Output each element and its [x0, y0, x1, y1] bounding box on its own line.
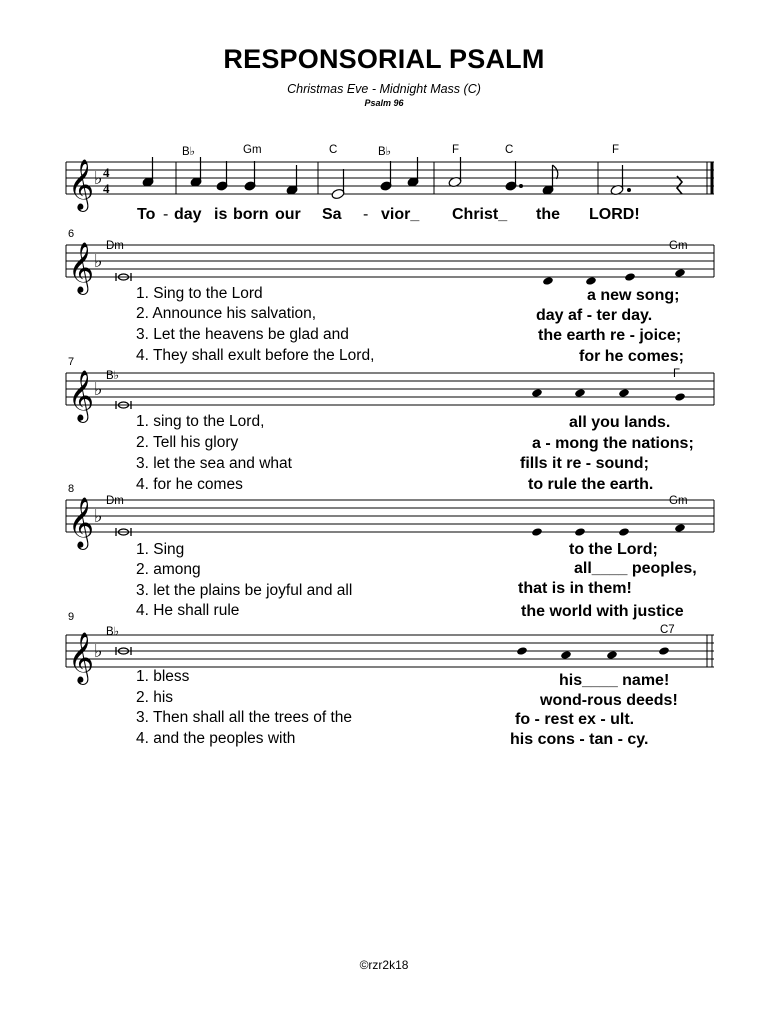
page-title: RESPONSORIAL PSALM: [223, 44, 545, 74]
refrain-syllable: To: [137, 206, 156, 223]
flat-icon: ♭: [94, 506, 103, 527]
verse-ending: fo - rest ex - ult.: [515, 711, 635, 728]
verse-chord: C7: [660, 624, 675, 636]
refrain-syllable: Christ_: [452, 206, 508, 223]
refrain-syllable: born: [233, 206, 269, 223]
verse-line: 3. Let the heavens be glad and: [136, 326, 349, 343]
verse-ending: to the Lord;: [569, 541, 658, 558]
verse-ending: the earth re - joice;: [538, 327, 682, 344]
verse-line: 1. sing to the Lord,: [136, 413, 265, 430]
verse-ending: all you lands.: [569, 414, 671, 431]
measure-number: 6: [68, 228, 75, 240]
verse-ending: fills it re - sound;: [520, 455, 649, 472]
verse-line: 2. his: [136, 689, 174, 706]
refrain-syllable: -: [163, 206, 169, 223]
verse-chord: Gm: [669, 495, 688, 507]
refrain-syllable: vior_: [381, 206, 420, 223]
verse-line: 3. Then shall all the trees of the: [136, 709, 352, 726]
subtitle: Christmas Eve - Midnight Mass (C): [287, 82, 481, 96]
flat-icon: ♭: [94, 641, 103, 662]
refrain-chord: Gm: [243, 144, 262, 156]
verse-chord: Dm: [106, 240, 124, 252]
verse-line: 1. bless: [136, 668, 190, 685]
refrain-syllable: LORD!: [589, 206, 640, 223]
verse-ending: a - mong the nations;: [532, 435, 694, 452]
verse-line: 1. Sing: [136, 541, 185, 558]
verse-line: 4. He shall rule: [136, 602, 240, 619]
refrain-chord: F: [452, 144, 460, 156]
verse-ending: all____ peoples,: [574, 560, 697, 577]
treble-clef-icon: 𝄞: [68, 159, 95, 210]
verse-chord: F: [673, 368, 681, 380]
verse-ending: for he comes;: [579, 348, 684, 365]
verse-ending: a new song;: [587, 287, 680, 304]
refrain-chord: C: [505, 144, 514, 156]
flat-icon: ♭: [94, 168, 103, 189]
refrain-chord: C: [329, 144, 338, 156]
refrain-syllable: -: [363, 206, 369, 223]
verse-ending: that is in them!: [518, 580, 632, 597]
verse-ending: day af - ter day.: [536, 307, 653, 324]
treble-clef-icon: 𝄞: [68, 370, 95, 421]
psalm-reference: Psalm 96: [364, 98, 404, 108]
verse-chord: B♭: [106, 626, 120, 638]
flat-icon: ♭: [94, 379, 103, 400]
refrain-syllable: day: [174, 206, 202, 223]
refrain-syllable: is: [214, 206, 228, 223]
verse-line: 2. Announce his salvation,: [136, 305, 317, 322]
verse-line: 1. Sing to the Lord: [136, 285, 263, 302]
measure-number: 7: [68, 356, 75, 368]
treble-clef-icon: 𝄞: [68, 497, 95, 548]
flat-icon: ♭: [94, 251, 103, 272]
svg-text:4: 4: [103, 165, 110, 180]
breve-notes: [116, 273, 131, 655]
verse-ending: wond-rous deeds!: [540, 692, 678, 709]
refrain-chord: B♭: [378, 146, 392, 158]
verse-ending: his____ name!: [559, 672, 670, 689]
measure-number: 9: [68, 611, 75, 623]
verse-line: 3. let the plains be joyful and all: [136, 582, 353, 599]
verse-line: 4. for he comes: [136, 476, 243, 493]
svg-text:4: 4: [103, 181, 110, 196]
refrain-chord: F: [612, 144, 620, 156]
verse-line: 4. and the peoples with: [136, 730, 296, 747]
verse-chord: B♭: [106, 370, 120, 382]
refrain-syllable: our: [275, 206, 301, 223]
verse-ending: to rule the earth.: [528, 476, 654, 493]
verse-ending: the world with justice: [521, 603, 684, 620]
treble-clef-icon: 𝄞: [68, 242, 95, 293]
refrain-syllable: the: [536, 206, 560, 223]
measure-number: 8: [68, 483, 75, 495]
verse-line: 2. Tell his glory: [136, 434, 239, 451]
verse-line: 2. among: [136, 561, 201, 578]
verse-chord: Gm: [669, 240, 688, 252]
verse-line: 4. They shall exult before the Lord,: [136, 347, 375, 364]
treble-clef-icon: 𝄞: [68, 632, 95, 683]
copyright: ©rzr2k18: [359, 958, 409, 972]
refrain-chord: B♭: [182, 146, 196, 158]
refrain-syllable: Sa: [322, 206, 342, 223]
verse-line: 3. let the sea and what: [136, 455, 292, 472]
verse-ending: his cons - tan - cy.: [510, 731, 649, 748]
verse-chord: Dm: [106, 495, 124, 507]
